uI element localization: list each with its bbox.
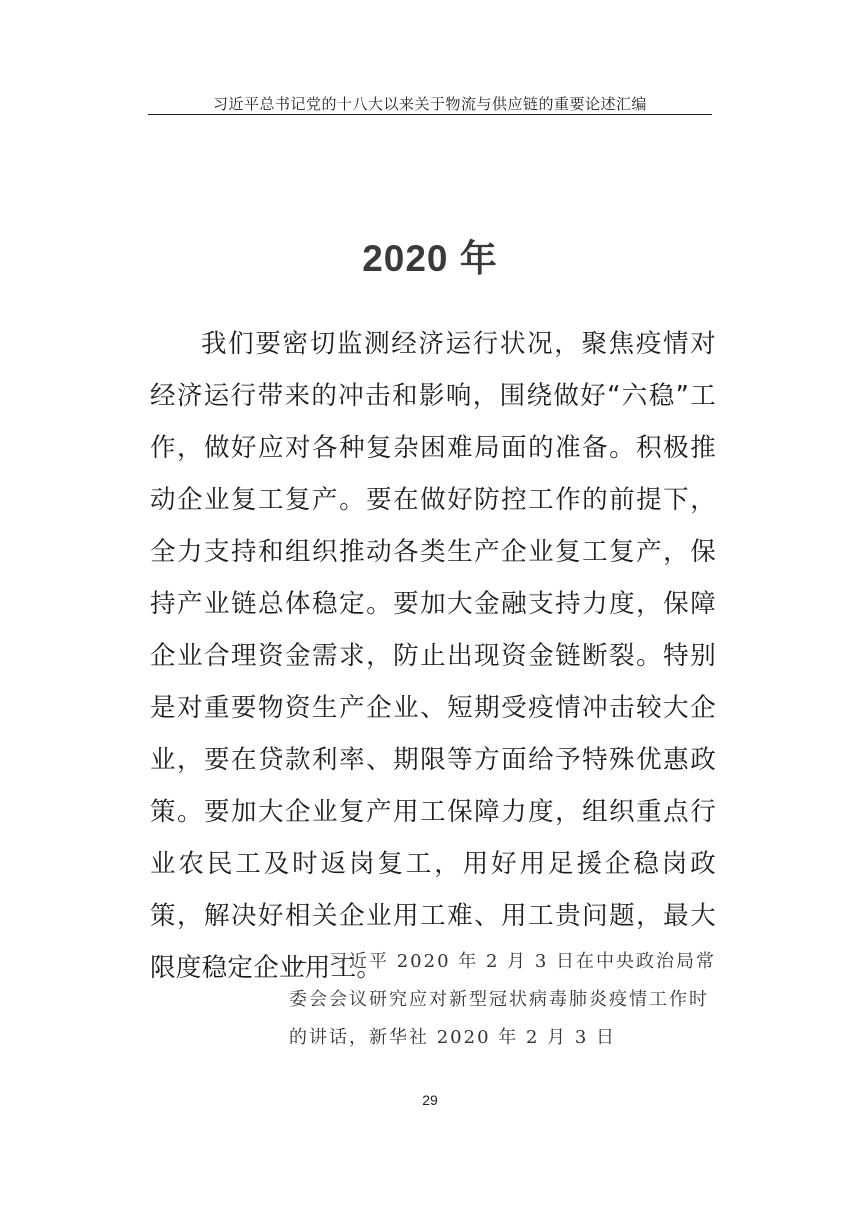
quote-attribution: ——习近平 2020 年 2 月 3 日在中央政治局常委会会议研究应对新型冠状病毒肺炎疫情工作时的讲话，新华社 2020 年 2 月 3 日 bbox=[289, 951, 717, 1048]
section-title: 2020 年 bbox=[362, 238, 498, 279]
header-divider bbox=[148, 114, 712, 115]
page-number: 29 bbox=[422, 1092, 438, 1108]
quote-body: 我们要密切监测经济运行状况，聚焦疫情对经济运行带来的冲击和影响，围绕做好“六稳”工作，做好应对各种复杂困难局面的准备。积极推动企业复工复产。要在做好防控工作的前提下，全力支持和组织推动各类生产企业复工复产，保持产业链总体稳定。要加大金融支持力度，保障企业合理资金需求，防止出现资金链断裂。特别是对重要物资生产企业、短期受疫情冲击较大企业，要在贷款利率、期限等方面给予特殊优惠政策。要加大企业复产用工保障力度，组织重点行业农民工及时返岗复工，用好用足援企稳岗政策，解决好相关企业用工难、用工贵问题，最大限度稳定企业用工。 bbox=[150, 329, 716, 983]
running-header: 习近平总书记党的十八大以来关于物流与供应链的重要论述汇编 bbox=[212, 95, 647, 113]
